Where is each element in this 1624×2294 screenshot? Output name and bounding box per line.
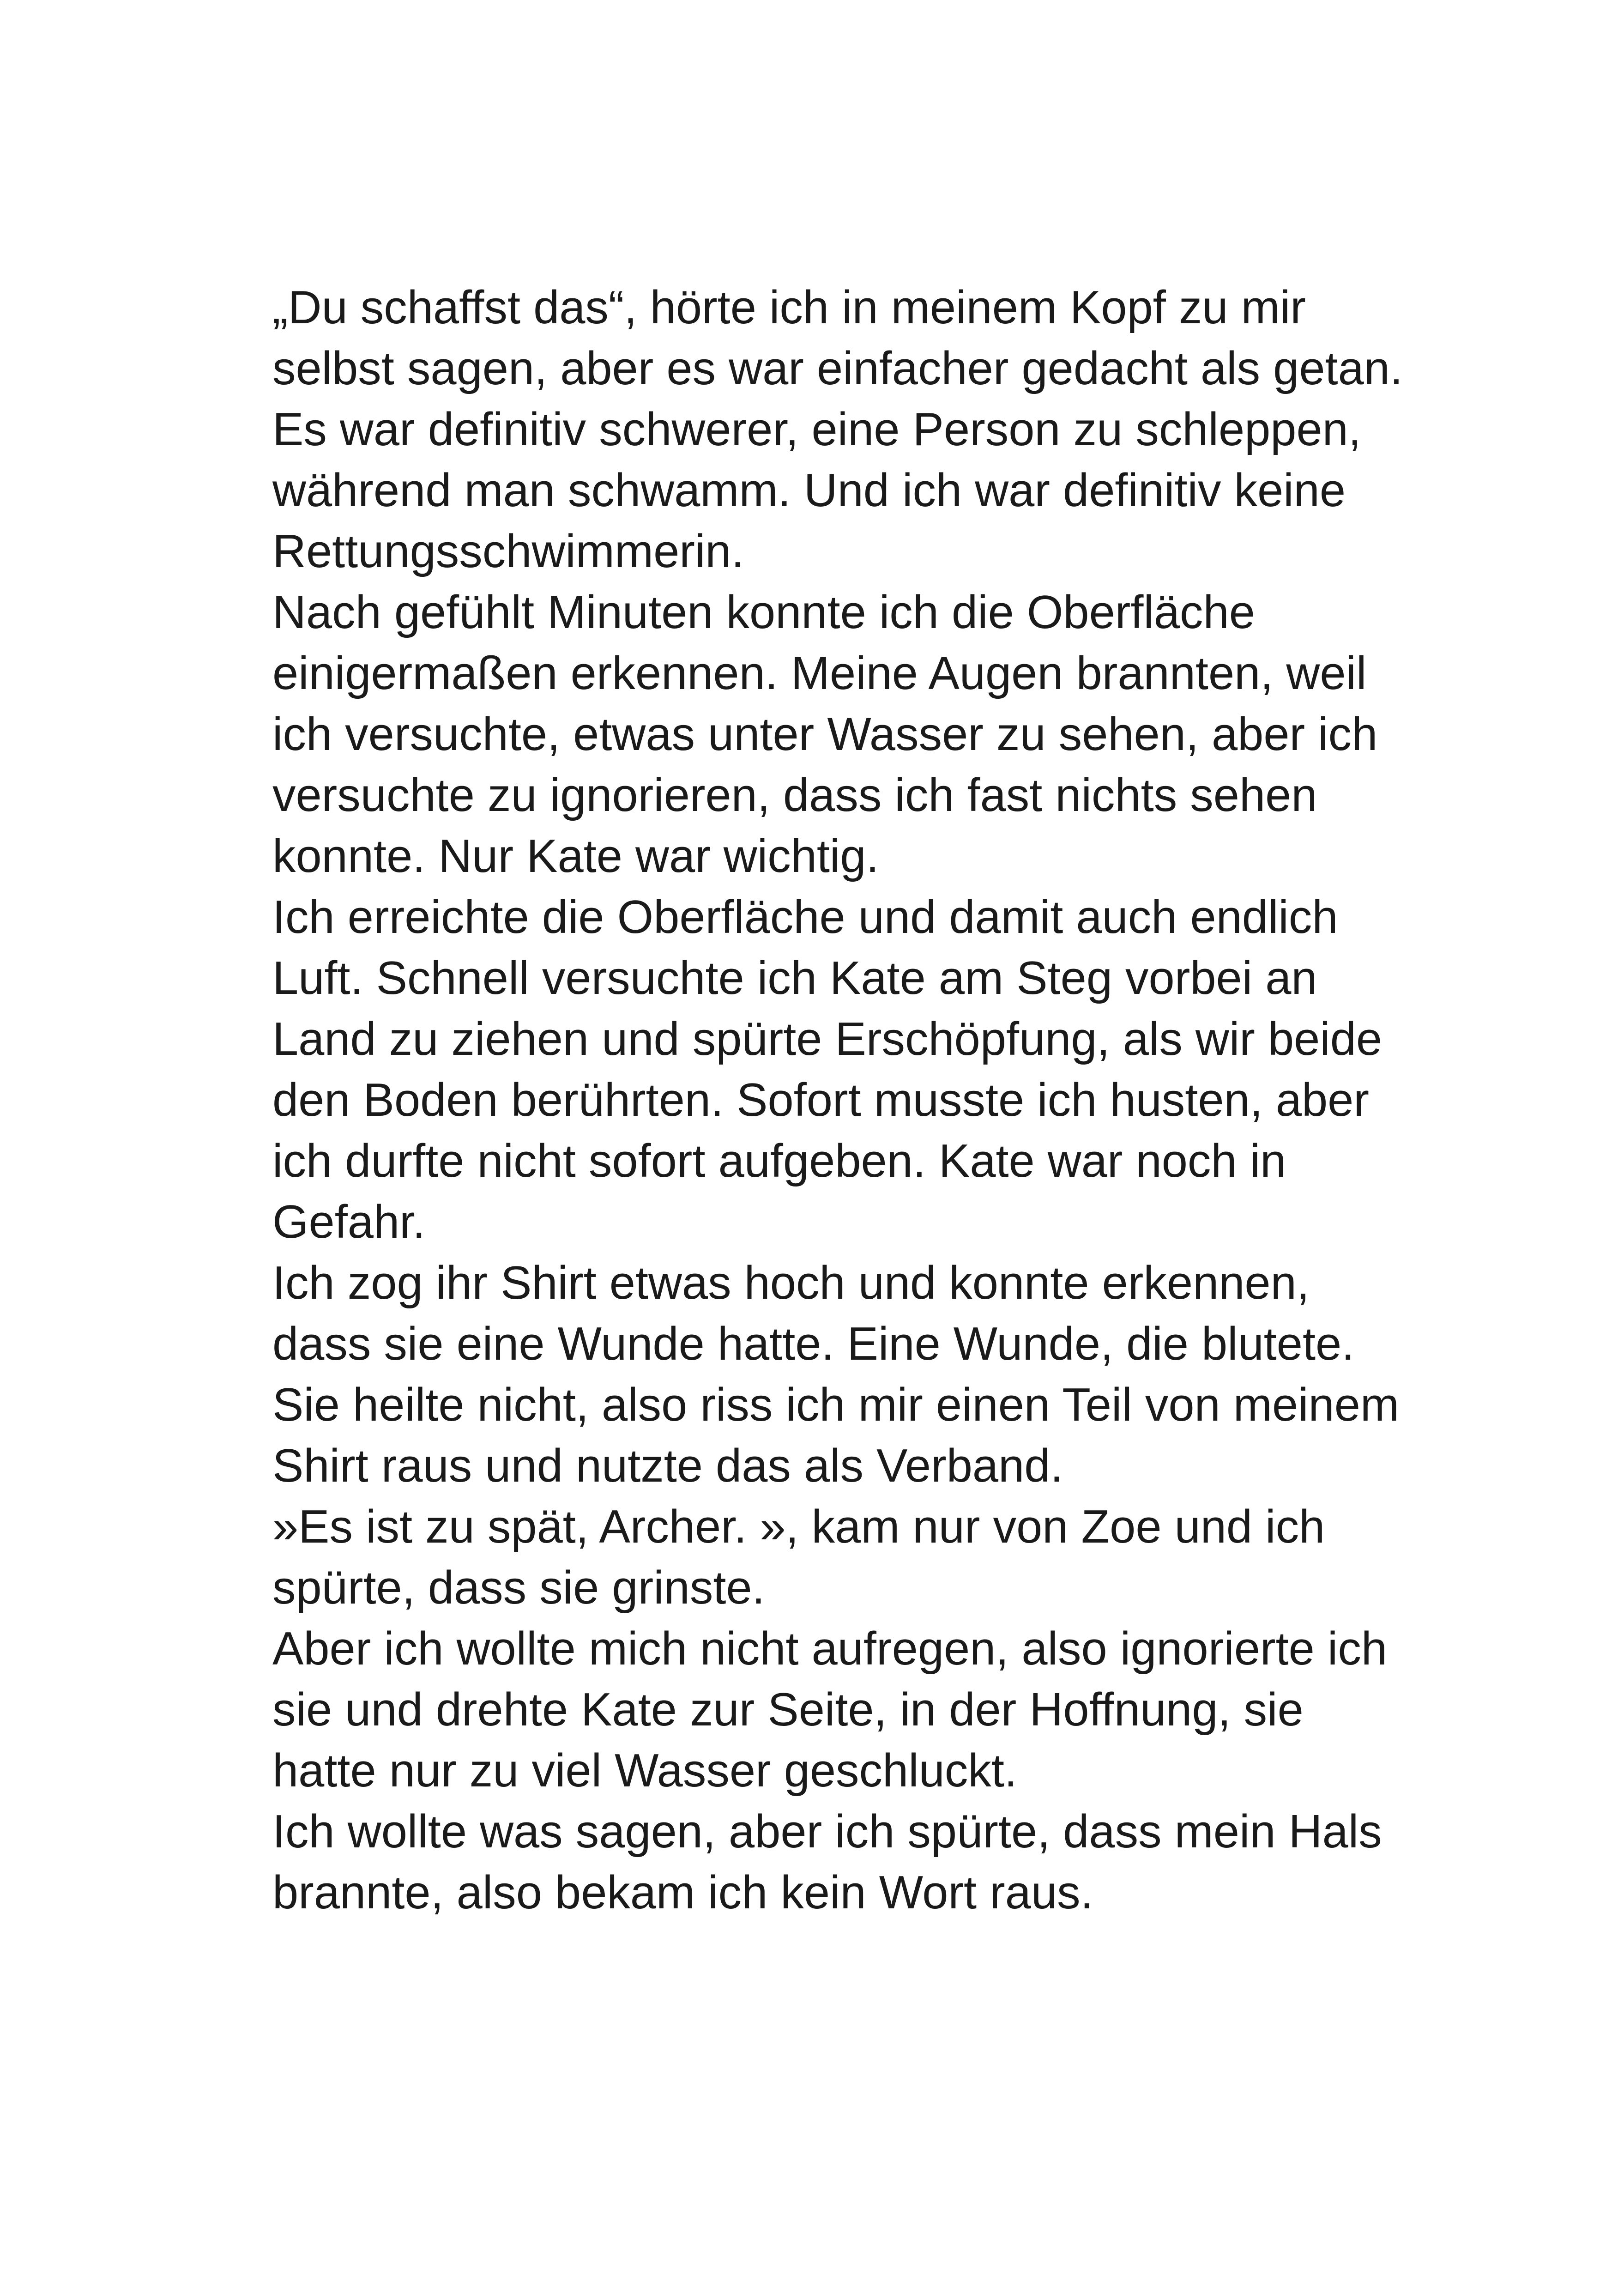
text-line: Es war definitiv schwerer, eine Person zu schleppen, <box>272 404 1361 455</box>
text-line: „Du schaffst das“, hörte ich in meinem Kopf zu mir <box>272 282 1306 333</box>
text-line: während man schwamm. Und ich war definitiv keine <box>272 465 1346 516</box>
text-line: ich versuchte, etwas unter Wasser zu sehen, aber ich <box>272 708 1378 760</box>
text-line: Rettungsschwimmerin. <box>272 526 744 577</box>
text-line: den Boden berührten. Sofort musste ich husten, aber <box>272 1074 1369 1126</box>
text-line: »Es ist zu spät, Archer. », kam nur von Zoe und ich <box>272 1501 1325 1553</box>
text-line: Land zu ziehen und spürte Erschöpfung, als wir beide <box>272 1013 1383 1065</box>
text-line: Ich erreichte die Oberfläche und damit auch endlich <box>272 891 1338 943</box>
text-line: Shirt raus und nutzte das als Verband. <box>272 1440 1063 1492</box>
text-line: hatte nur zu viel Wasser geschluckt. <box>272 1745 1017 1797</box>
text-line: Ich wollte was sagen, aber ich spürte, dass mein Hals <box>272 1806 1382 1858</box>
text-line: sie und drehte Kate zur Seite, in der Hoffnung, sie <box>272 1684 1304 1736</box>
text-line: brannte, also bekam ich kein Wort raus. <box>272 1867 1093 1919</box>
text-line: ich durfte nicht sofort aufgeben. Kate war noch in <box>272 1135 1286 1187</box>
text-line: spürte, dass sie grinste. <box>272 1562 765 1614</box>
text-line: Ich zog ihr Shirt etwas hoch und konnte erkennen, <box>272 1257 1310 1309</box>
text-line: Aber ich wollte mich nicht aufregen, also ignorierte ich <box>272 1623 1387 1675</box>
text-line: Luft. Schnell versuchte ich Kate am Steg vorbei an <box>272 952 1317 1004</box>
text-line: konnte. Nur Kate war wichtig. <box>272 830 879 882</box>
text-line: Nach gefühlt Minuten konnte ich die Oberfläche <box>272 587 1255 638</box>
text-line: Gefahr. <box>272 1196 426 1248</box>
text-line: einigermaßen erkennen. Meine Augen brannten, weil <box>272 648 1367 699</box>
body-text <box>272 277 1418 1923</box>
text-line: dass sie eine Wunde hatte. Eine Wunde, die blutete. <box>272 1318 1355 1370</box>
text-line: Sie heilte nicht, also riss ich mir einen Teil von meinem <box>272 1379 1400 1431</box>
text-line: selbst sagen, aber es war einfacher gedacht als getan. <box>272 343 1403 394</box>
text-line: versuchte zu ignorieren, dass ich fast nichts sehen <box>272 769 1317 821</box>
